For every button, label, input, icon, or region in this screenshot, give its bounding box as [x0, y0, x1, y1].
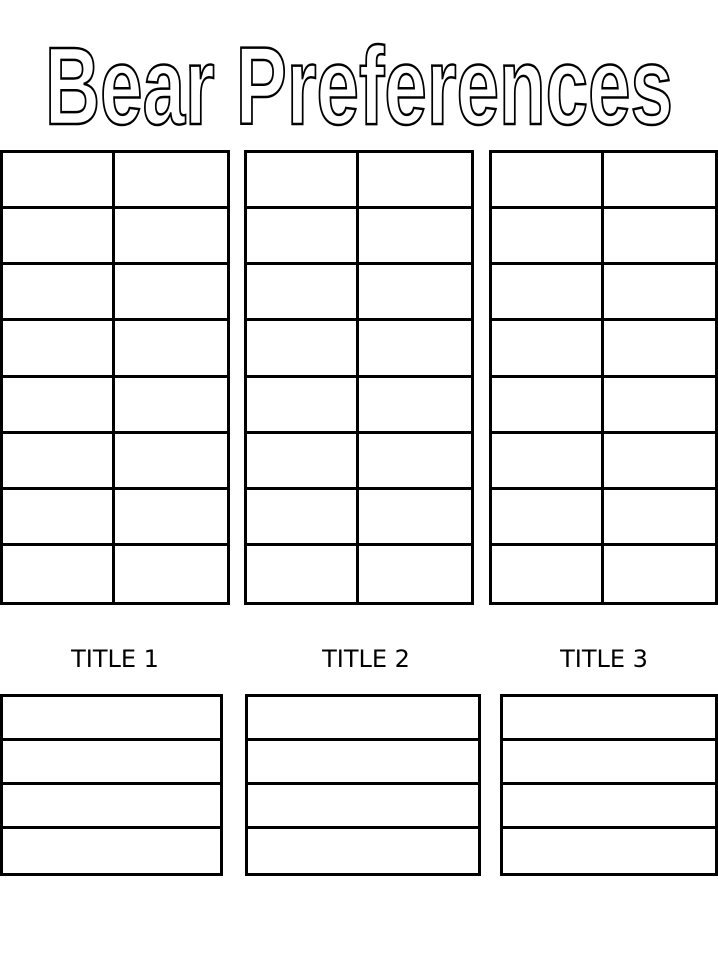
table-cell	[247, 378, 359, 434]
table-cell	[115, 434, 227, 490]
table-cell	[492, 265, 604, 321]
table-cell	[359, 209, 471, 265]
table-cell	[604, 378, 716, 434]
table-cell	[247, 321, 359, 377]
table-cell	[492, 434, 604, 490]
table-cell	[115, 490, 227, 546]
table-cell	[359, 434, 471, 490]
table-cell	[3, 321, 115, 377]
section-title-3: TITLE 3	[560, 645, 648, 673]
answer-line	[503, 829, 715, 873]
table-cell	[359, 321, 471, 377]
table-cell	[115, 546, 227, 602]
table-cell	[492, 209, 604, 265]
table-cell	[359, 265, 471, 321]
table-cell	[492, 378, 604, 434]
answer-line	[503, 697, 715, 741]
answer-line	[248, 741, 478, 785]
page-title	[0, 20, 718, 140]
answer-line	[503, 741, 715, 785]
answer-line	[248, 697, 478, 741]
answer-box-2	[245, 694, 481, 876]
tally-table-2	[244, 150, 474, 605]
table-cell	[115, 209, 227, 265]
table-cell	[604, 209, 716, 265]
table-cell	[3, 209, 115, 265]
table-cell	[247, 209, 359, 265]
answer-line	[503, 785, 715, 829]
table-cell	[492, 153, 604, 209]
table-cell	[3, 434, 115, 490]
table-cell	[115, 321, 227, 377]
table-cell	[359, 490, 471, 546]
table-cell	[3, 153, 115, 209]
answer-line	[3, 741, 220, 785]
tally-table-3	[489, 150, 718, 605]
table-cell	[492, 321, 604, 377]
table-cell	[247, 153, 359, 209]
table-cell	[247, 265, 359, 321]
answer-line	[248, 829, 478, 873]
answer-line	[3, 785, 220, 829]
tally-table-1	[0, 150, 230, 605]
table-cell	[604, 321, 716, 377]
table-cell	[3, 490, 115, 546]
table-cell	[247, 434, 359, 490]
table-cell	[247, 546, 359, 602]
table-cell	[604, 265, 716, 321]
table-cell	[604, 434, 716, 490]
section-title-1: TITLE 1	[71, 645, 159, 673]
answer-line	[3, 697, 220, 741]
table-cell	[492, 490, 604, 546]
table-cell	[115, 153, 227, 209]
answer-box-3	[500, 694, 718, 876]
table-cell	[247, 490, 359, 546]
table-cell	[604, 490, 716, 546]
table-cell	[3, 546, 115, 602]
table-cell	[604, 153, 716, 209]
answer-box-1	[0, 694, 223, 876]
table-cell	[359, 153, 471, 209]
table-cell	[359, 378, 471, 434]
table-cell	[115, 378, 227, 434]
table-cell	[492, 546, 604, 602]
section-title-2: TITLE 2	[322, 645, 410, 673]
table-cell	[359, 546, 471, 602]
table-cell	[3, 265, 115, 321]
answer-line	[248, 785, 478, 829]
table-cell	[3, 378, 115, 434]
table-cell	[115, 265, 227, 321]
page-title-text: Bear Preferences	[45, 25, 673, 140]
table-cell	[604, 546, 716, 602]
answer-line	[3, 829, 220, 873]
